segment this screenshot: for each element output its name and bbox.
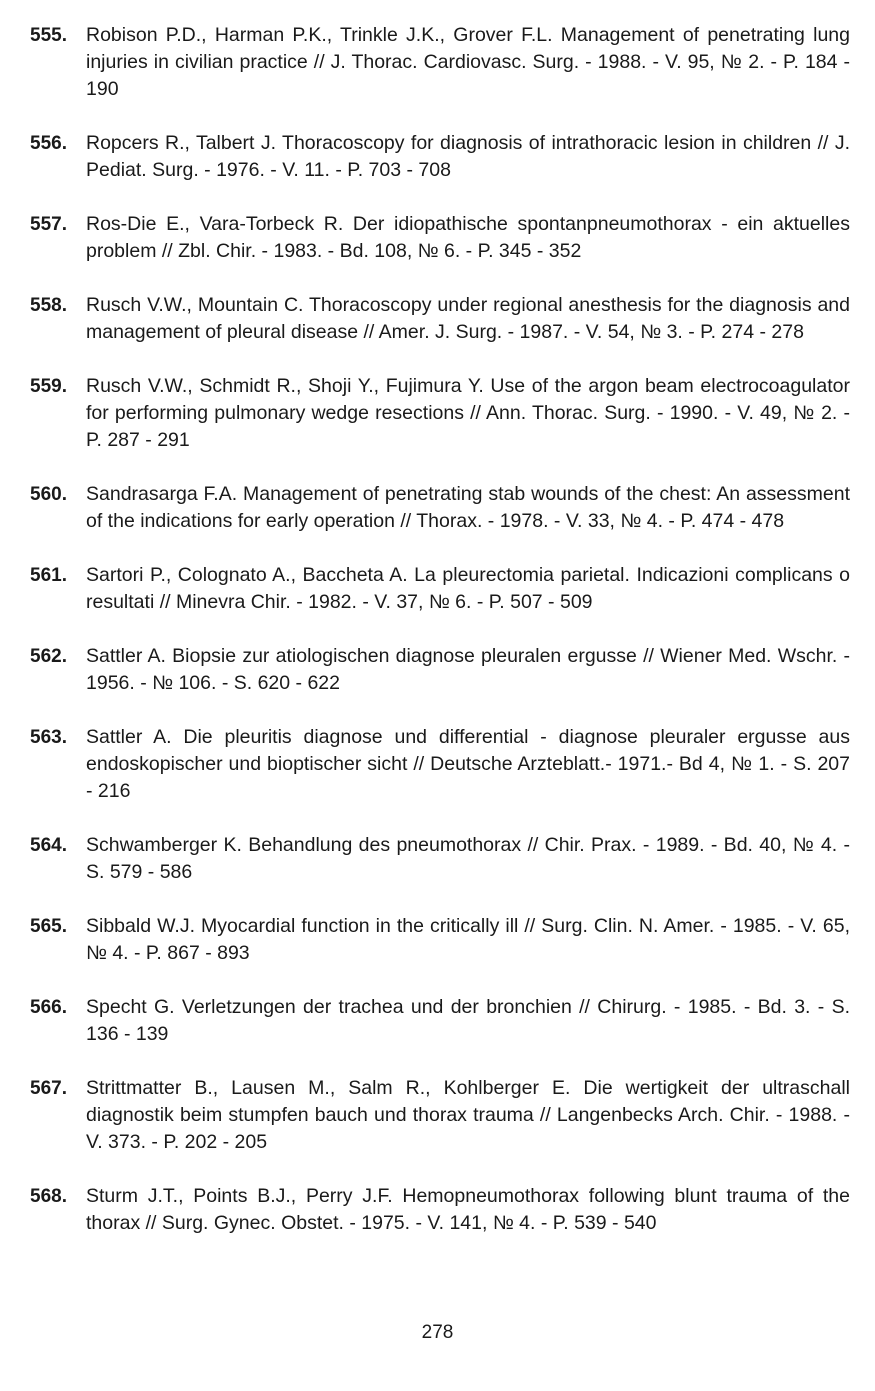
reference-text: Strittmatter B., Lausen M., Salm R., Kohlberger E. Die wertigkeit der ultraschall diagnostik beim stumpfen bauch und thorax trauma // Langenbecks Arch. Chir. - 1988. - V. 373. - P. 202 - 205	[86, 1077, 850, 1153]
reference-number: 558.	[30, 295, 67, 316]
reference-entry	[30, 562, 850, 616]
reference-list	[30, 22, 850, 1264]
reference-text: Ropcers R., Talbert J. Thoracoscopy for diagnosis of intrathoracic lesion in children // J. Pediat. Surg. - 1976. - V. 11. - P. 703 - 708	[86, 132, 850, 181]
reference-text: Robison P.D., Harman P.K., Trinkle J.K., Grover F.L. Management of penetrating lung injuries in civilian practice // J. Thorac. Cardiovasc. Surg. - 1988. - V. 95, № 2. - P. 184 - 190	[86, 24, 850, 100]
reference-number: 566.	[30, 997, 67, 1018]
reference-number: 562.	[30, 646, 67, 667]
reference-text: Sandrasarga F.A. Management of penetrating stab wounds of the chest: An assessment of the indications for early operation // Thorax. - 1978. - V. 33, № 4. - P. 474 - 478	[86, 483, 850, 532]
reference-number: 564.	[30, 835, 67, 856]
reference-entry	[30, 22, 850, 103]
reference-text: Sattler A. Die pleuritis diagnose und differential - diagnose pleuraler ergusse aus endoskopischer und bioptischer sicht // Deutsche Arzteblatt.- 1971.- Bd 4, № 1. - S. 207 - 216	[86, 726, 850, 802]
reference-text: Sartori P., Colognato A., Baccheta A. La pleurectomia parietal. Indicazioni complicans o resultati // Minevra Chir. - 1982. - V. 37, № 6. - P. 507 - 509	[86, 564, 850, 613]
reference-number: 559.	[30, 376, 67, 397]
reference-number: 568.	[30, 1186, 67, 1207]
reference-entry	[30, 724, 850, 805]
reference-number: 561.	[30, 565, 67, 586]
reference-number: 555.	[30, 25, 67, 46]
page-number: 278	[421, 1322, 454, 1343]
reference-entry	[30, 994, 850, 1048]
reference-entry	[30, 481, 850, 535]
reference-number: 565.	[30, 916, 67, 937]
reference-text: Sibbald W.J. Myocardial function in the critically ill // Surg. Clin. N. Amer. - 1985. - V. 65, № 4. - P. 867 - 893	[86, 915, 850, 964]
reference-number: 557.	[30, 214, 67, 235]
reference-entry	[30, 1183, 850, 1237]
reference-entry	[30, 643, 850, 697]
reference-text: Ros-Die E., Vara-Torbeck R. Der idiopathische spontanpneumothorax - ein aktuelles problem // Zbl. Chir. - 1983. - Bd. 108, № 6. - P. 345 - 352	[86, 213, 850, 262]
reference-number: 567.	[30, 1078, 67, 1099]
reference-text: Specht G. Verletzungen der trachea und der bronchien // Chirurg. - 1985. - Bd. 3. - S. 136 - 139	[86, 996, 850, 1045]
reference-text: Rusch V.W., Mountain C. Thoracoscopy under regional anesthesis for the diagnosis and management of pleural disease // Amer. J. Surg. - 1987. - V. 54, № 3. - P. 274 - 278	[86, 294, 850, 343]
reference-entry	[30, 373, 850, 454]
reference-entry	[30, 292, 850, 346]
reference-text: Schwamberger K. Behandlung des pneumothorax // Chir. Prax. - 1989. - Bd. 40, № 4. - S. 579 - 586	[86, 834, 850, 883]
reference-text: Sattler A. Biopsie zur atiologischen diagnose pleuralen ergusse // Wiener Med. Wschr. - 1956. - № 106. - S. 620 - 622	[86, 645, 850, 694]
reference-entry	[30, 913, 850, 967]
reference-number: 556.	[30, 133, 67, 154]
reference-number: 563.	[30, 727, 67, 748]
reference-entry	[30, 211, 850, 265]
reference-number: 560.	[30, 484, 67, 505]
reference-entry	[30, 832, 850, 886]
reference-text: Rusch V.W., Schmidt R., Shoji Y., Fujimura Y. Use of the argon beam electrocoagulator for performing pulmonary wedge resections // Ann. Thorac. Surg. - 1990. - V. 49, № 2. - P. 287 - 291	[86, 375, 850, 451]
reference-entry	[30, 1075, 850, 1156]
reference-text: Sturm J.T., Points B.J., Perry J.F. Hemopneumothorax following blunt trauma of the thorax // Surg. Gynec. Obstet. - 1975. - V. 141, № 4. - P. 539 - 540	[86, 1185, 850, 1234]
reference-entry	[30, 130, 850, 184]
